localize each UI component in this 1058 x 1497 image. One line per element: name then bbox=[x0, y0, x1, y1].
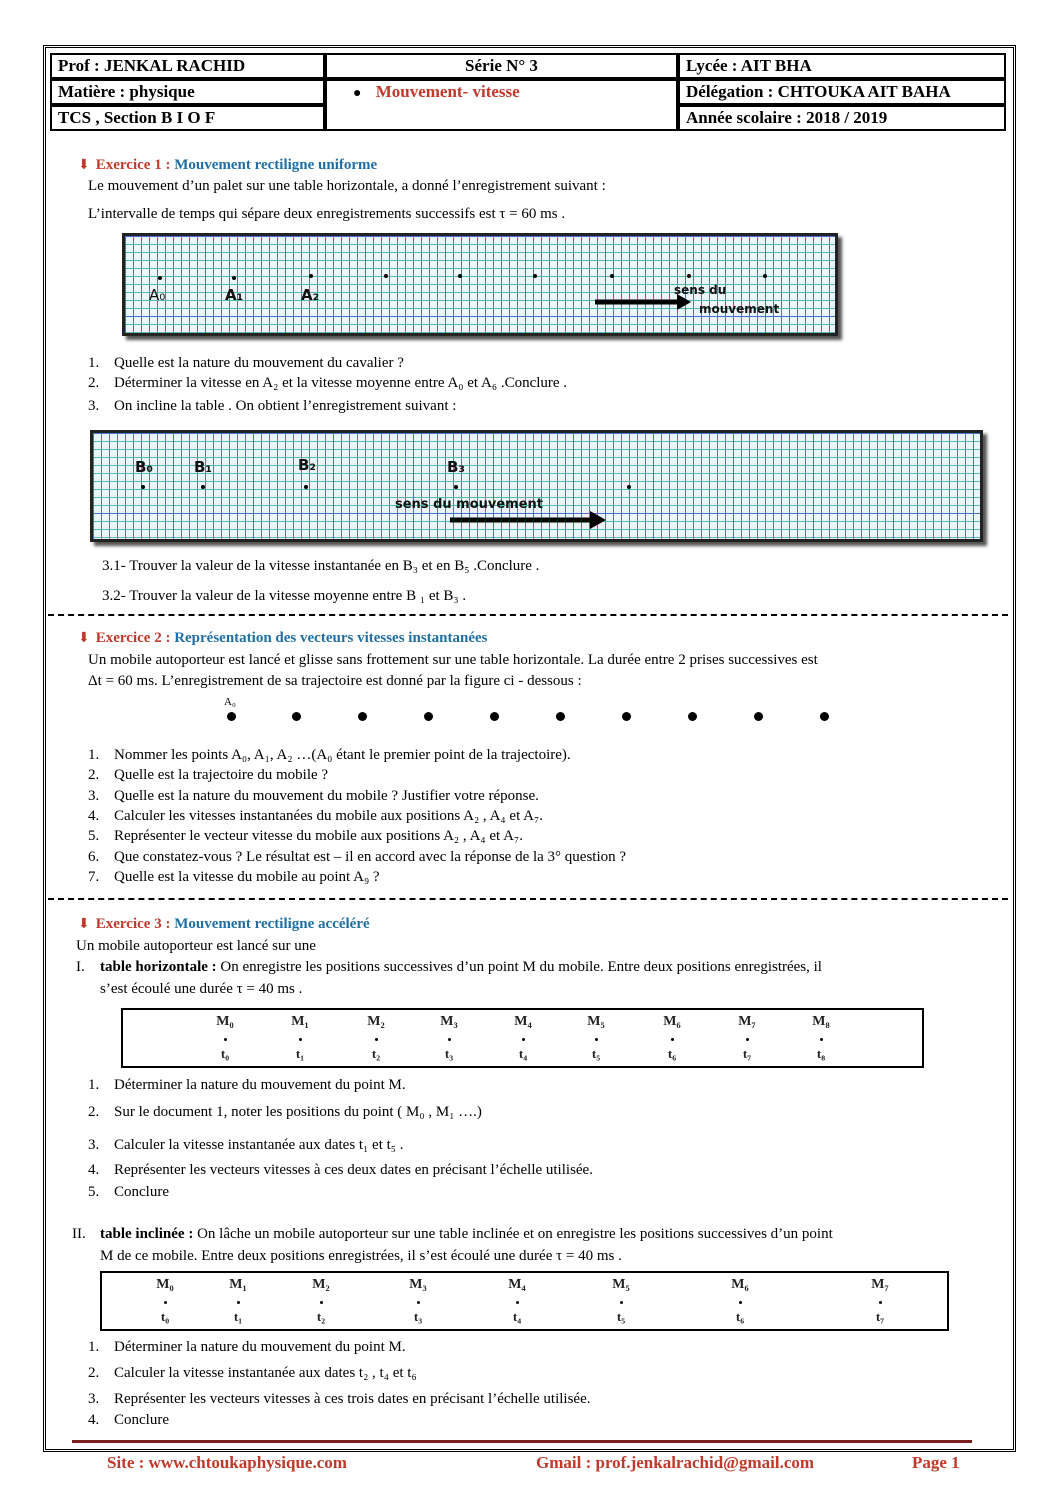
ex1-question-3-1: 3.1- Trouver la valeur de la vitesse instantanée en B₃ et en B₅ .Conclure . bbox=[102, 558, 540, 574]
header-topic-cell bbox=[325, 79, 678, 131]
ex2-question-6: 6. Que constatez-vous ? Le résultat est – il en accord avec la réponse de la 3° question ? bbox=[88, 849, 627, 865]
position-point bbox=[375, 1038, 378, 1041]
label-b2: B₂ bbox=[298, 456, 317, 474]
time-label: t₃ bbox=[413, 1309, 423, 1324]
ex3-part-i: I. table horizontale : On enregistre les positions successives d’un point M du mobile. Entre deux positions enregistrées, il bbox=[76, 959, 822, 975]
position-label: M₂ bbox=[367, 1014, 385, 1029]
exercise-1-title: ⬇ Exercice 1 : Mouvement rectiligne uniforme bbox=[78, 157, 378, 173]
label-a0: A₀ bbox=[224, 696, 236, 708]
trajectory-point bbox=[358, 712, 367, 721]
ex3-i-question-4: 4. Représenter les vecteurs vitesses à ces deux dates en précisant l’échelle utilisée. bbox=[88, 1162, 593, 1178]
time-label: t₅ bbox=[616, 1309, 626, 1324]
trajectory-point bbox=[227, 712, 236, 721]
point-a0 bbox=[158, 276, 162, 280]
direction-arrow-icon bbox=[448, 511, 608, 529]
header-delegation: Délégation : CHTOUKA AIT BAHA bbox=[678, 79, 1006, 105]
ex3-intro: Un mobile autoporteur est lancé sur une bbox=[76, 938, 316, 954]
point-a8 bbox=[763, 274, 767, 278]
position-label: M₃ bbox=[409, 1277, 427, 1292]
footer-site[interactable]: Site : www.chtoukaphysique.com bbox=[107, 1453, 347, 1472]
position-point bbox=[620, 1301, 623, 1304]
time-label: t₈ bbox=[816, 1046, 826, 1061]
position-point bbox=[164, 1301, 167, 1304]
position-point bbox=[417, 1301, 420, 1304]
ex2-intro-1: Un mobile autoporteur est lancé et glisse sans frottement sur une table horizontale. La durée entre 2 prises successives est bbox=[88, 652, 818, 668]
arrow-down-icon: ⬇ bbox=[78, 158, 90, 173]
position-point bbox=[522, 1038, 525, 1041]
point-a4 bbox=[458, 274, 462, 278]
point-b4 bbox=[627, 485, 631, 489]
ex3-ii-question-2: 2. Calculer la vitesse instantanée aux dates t₂ , t₄ et t₆ bbox=[88, 1365, 417, 1381]
position-label: M₆ bbox=[663, 1014, 681, 1029]
time-label: t₄ bbox=[518, 1046, 528, 1061]
position-point bbox=[320, 1301, 323, 1304]
time-label: t₅ bbox=[591, 1046, 601, 1061]
direction-arrow-icon bbox=[593, 294, 693, 310]
ex1-question-3: 3. On incline la table . On obtient l’enregistrement suivant : bbox=[88, 398, 457, 414]
trajectory-point bbox=[490, 712, 499, 721]
position-point bbox=[516, 1301, 519, 1304]
separator bbox=[48, 614, 1008, 616]
ex2-intro-2: Δt = 60 ms. L’enregistrement de sa trajectoire est donné par la figure ci - dessous : bbox=[88, 673, 582, 689]
header-lycee: Lycée : AIT BHA bbox=[678, 53, 1006, 79]
point-a5 bbox=[533, 274, 537, 278]
ex3-i-question-1: 1. Déterminer la nature du mouvement du point M. bbox=[88, 1077, 406, 1093]
position-label: M₀ bbox=[156, 1277, 174, 1292]
ex1-question-1: 1. Quelle est la nature du mouvement du cavalier ? bbox=[88, 355, 404, 371]
header-serie: Série N° 3 bbox=[325, 53, 678, 79]
time-label: t₃ bbox=[444, 1046, 454, 1061]
trajectory-point bbox=[424, 712, 433, 721]
ex3-ii-question-1: 1. Déterminer la nature du mouvement du point M. bbox=[88, 1339, 406, 1355]
header-topic: Mouvement- vitesse bbox=[375, 82, 520, 101]
ex1-question-2: 2. Déterminer la vitesse en A₂ et la vitesse moyenne entre A₀ et A₆ .Conclure . bbox=[88, 375, 568, 391]
position-label: M₇ bbox=[871, 1277, 889, 1292]
point-b2 bbox=[304, 485, 308, 489]
label-a0: A₀ bbox=[149, 286, 166, 304]
position-point bbox=[448, 1038, 451, 1041]
ex3-part-i-duration: s’est écoulé une durée τ = 40 ms . bbox=[100, 981, 303, 997]
label-b3: B₃ bbox=[447, 458, 466, 476]
label-b0: B₀ bbox=[135, 458, 154, 476]
time-label: t₀ bbox=[220, 1046, 230, 1061]
ex3-part-ii: II. table inclinée : On lâche un mobile autoporteur sur une table inclinée et on enregistre les positions successives d’un point bbox=[72, 1226, 833, 1242]
point-a3 bbox=[384, 274, 388, 278]
label-a1: A₁ bbox=[225, 286, 244, 304]
point-b0 bbox=[141, 485, 145, 489]
time-label: t₁ bbox=[233, 1309, 243, 1324]
exercise-3-title: ⬇ Exercice 3 : Mouvement rectiligne accéléré bbox=[78, 916, 370, 932]
position-label: M₂ bbox=[312, 1277, 330, 1292]
ex1-interval: L’intervalle de temps qui sépare deux enregistrements successifs est τ = 60 ms . bbox=[88, 206, 566, 222]
trajectory-point bbox=[556, 712, 565, 721]
ex3-i-question-5: 5. Conclure bbox=[88, 1184, 169, 1200]
position-point bbox=[595, 1038, 598, 1041]
point-a7 bbox=[687, 274, 691, 278]
ex3-i-question-3: 3. Calculer la vitesse instantanée aux dates t₁ et t₅ . bbox=[88, 1137, 404, 1153]
bullet-icon: ● bbox=[353, 86, 362, 101]
ex3-ii-question-4: 4. Conclure bbox=[88, 1412, 169, 1428]
record-box-horizontal bbox=[121, 1008, 924, 1068]
point-a2 bbox=[309, 274, 313, 278]
label-mouvement: mouvement bbox=[699, 302, 780, 316]
position-point bbox=[820, 1038, 823, 1041]
label-sens-du: sens du bbox=[674, 283, 727, 297]
point-a1 bbox=[232, 276, 236, 280]
position-point bbox=[237, 1301, 240, 1304]
position-point bbox=[879, 1301, 882, 1304]
ex2-question-3: 3. Quelle est la nature du mouvement du mobile ? Justifier votre réponse. bbox=[88, 788, 539, 804]
ex3-ii-question-3: 3. Représenter les vecteurs vitesses à ces trois dates en précisant l’échelle utilisée. bbox=[88, 1391, 591, 1407]
position-label: M₅ bbox=[612, 1277, 630, 1292]
time-label: t₂ bbox=[371, 1046, 381, 1061]
label-sens-du-mouvement: sens du mouvement bbox=[395, 497, 544, 512]
position-label: M₁ bbox=[229, 1277, 247, 1292]
position-point bbox=[746, 1038, 749, 1041]
trajectory-point bbox=[754, 712, 763, 721]
time-label: t₀ bbox=[160, 1309, 170, 1324]
ex2-question-5: 5. Représenter le vecteur vitesse du mobile aux positions A₂ , A₄ et A₇. bbox=[88, 828, 523, 844]
recording-grid-2 bbox=[90, 430, 983, 542]
record-box-inclined bbox=[100, 1271, 949, 1331]
point-b3 bbox=[454, 485, 458, 489]
exercise-2-title: ⬇ Exercice 2 : Représentation des vecteurs vitesses instantanées bbox=[78, 630, 488, 646]
position-point bbox=[671, 1038, 674, 1041]
header-section: TCS , Section B I O F bbox=[50, 105, 325, 131]
ex1-question-3-2: 3.2- Trouver la valeur de la vitesse moyenne entre B ₁ et B₃ . bbox=[102, 588, 467, 604]
point-b1 bbox=[201, 485, 205, 489]
position-point bbox=[299, 1038, 302, 1041]
time-label: t₇ bbox=[875, 1309, 885, 1324]
time-label: t₆ bbox=[735, 1309, 745, 1324]
recording-grid-1 bbox=[122, 233, 838, 336]
position-point bbox=[224, 1038, 227, 1041]
position-label: M₀ bbox=[216, 1014, 234, 1029]
arrow-down-icon: ⬇ bbox=[78, 917, 90, 932]
footer-page-number: Page 1 bbox=[912, 1453, 960, 1472]
label-b1: B₁ bbox=[194, 458, 213, 476]
ex3-i-question-2: 2. Sur le document 1, noter les positions du point ( M₀ , M₁ ….) bbox=[88, 1104, 482, 1120]
time-label: t₁ bbox=[295, 1046, 305, 1061]
ex2-question-1: 1. Nommer les points A₀, A₁, A₂ …(A₀ étant le premier point de la trajectoire). bbox=[88, 747, 571, 763]
ex2-question-7: 7. Quelle est la vitesse du mobile au point A₉ ? bbox=[88, 869, 380, 885]
position-label: M₈ bbox=[812, 1014, 830, 1029]
ex1-intro: Le mouvement d’un palet sur une table horizontale, a donné l’enregistrement suivant : bbox=[88, 178, 606, 194]
header-annee: Année scolaire : 2018 / 2019 bbox=[678, 105, 1006, 131]
label-a2: A₂ bbox=[301, 286, 320, 304]
time-label: t₂ bbox=[316, 1309, 326, 1324]
trajectory-point bbox=[622, 712, 631, 721]
time-label: t₇ bbox=[742, 1046, 752, 1061]
position-label: M₆ bbox=[731, 1277, 749, 1292]
position-point bbox=[739, 1301, 742, 1304]
position-label: M₇ bbox=[738, 1014, 756, 1029]
trajectory-point bbox=[688, 712, 697, 721]
separator bbox=[48, 898, 1008, 900]
trajectory-point bbox=[292, 712, 301, 721]
trajectory-point bbox=[820, 712, 829, 721]
time-label: t₄ bbox=[512, 1309, 522, 1324]
point-a6 bbox=[610, 274, 614, 278]
ex3-part-ii-duration: M de ce mobile. Entre deux positions enregistrées, il s’est écoulé une durée τ = 40 ms . bbox=[100, 1248, 622, 1264]
arrow-down-icon: ⬇ bbox=[78, 631, 90, 646]
header-matiere: Matière : physique bbox=[50, 79, 325, 105]
ex2-question-2: 2. Quelle est la trajectoire du mobile ? bbox=[88, 767, 329, 783]
position-label: M₃ bbox=[440, 1014, 458, 1029]
position-label: M₄ bbox=[508, 1277, 526, 1292]
position-label: M₅ bbox=[587, 1014, 605, 1029]
time-label: t₆ bbox=[667, 1046, 677, 1061]
footer-gmail[interactable]: Gmail : prof.jenkalrachid@gmail.com bbox=[536, 1453, 815, 1472]
header-prof: Prof : JENKAL RACHID bbox=[50, 53, 325, 79]
position-label: M₄ bbox=[514, 1014, 532, 1029]
position-label: M₁ bbox=[291, 1014, 309, 1029]
footer-divider bbox=[72, 1440, 972, 1443]
ex2-question-4: 4. Calculer les vitesses instantanées du mobile aux positions A₂ , A₄ et A₇. bbox=[88, 808, 543, 824]
